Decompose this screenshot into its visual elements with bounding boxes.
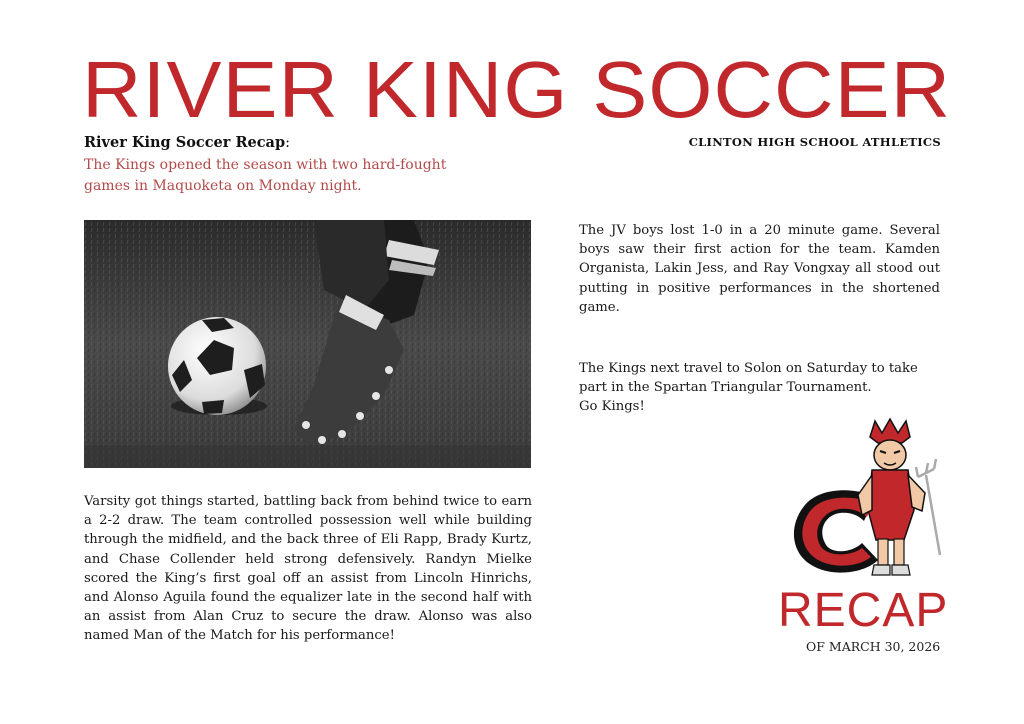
river-king-mascot-icon: [780, 415, 955, 590]
intro-text: The Kings opened the season with two hard-fought games in Maquoketa on Monday night.: [84, 157, 447, 194]
clinton-river-king-logo: [780, 415, 955, 590]
recap-date: OF MARCH 30, 2026: [806, 639, 941, 654]
recap-label: RECAP: [778, 584, 949, 637]
school-name: CLINTON HIGH SCHOOL ATHLETICS: [688, 135, 941, 149]
recap-heading-text: River King Soccer Recap: [84, 134, 286, 151]
next-game-paragraph: [579, 359, 940, 417]
varsity-paragraph: Varsity got things started, battling back from behind twice to earn a 2-2 draw. The team controlled possession well while building through the midfield, and the back three of Eli Rapp, Brady Kurtz, and Chase Collender held strong defensively. Randyn Mielke scored the King’s first goal off an assist from Lincoln Hinrichs, and Alonso Aguila found the equalizer late in the second half with an assist from Alan Cruz to secure the draw. Alonso was also named Man of the Match for his performance!: [84, 494, 532, 644]
recap-heading-colon: :: [285, 135, 290, 151]
jv-paragraph: The JV boys lost 1-0 in a 20 minute game. Several boys saw their first action for the team. Kamden Organista, Lakin Jess, and Ray Vongxay all stood out putting in positive performances in the shortened game.: [579, 223, 940, 315]
go-kings-text: Go Kings!: [579, 399, 645, 415]
recap-heading: [84, 134, 290, 151]
soccer-photo-icon: [84, 220, 531, 468]
soccer-photo: [84, 220, 531, 468]
page-title: RIVER KING SOCCER: [82, 45, 952, 134]
next-game-text: The Kings next travel to Solon on Saturday to take part in the Spartan Triangular Tournament.: [579, 361, 918, 396]
